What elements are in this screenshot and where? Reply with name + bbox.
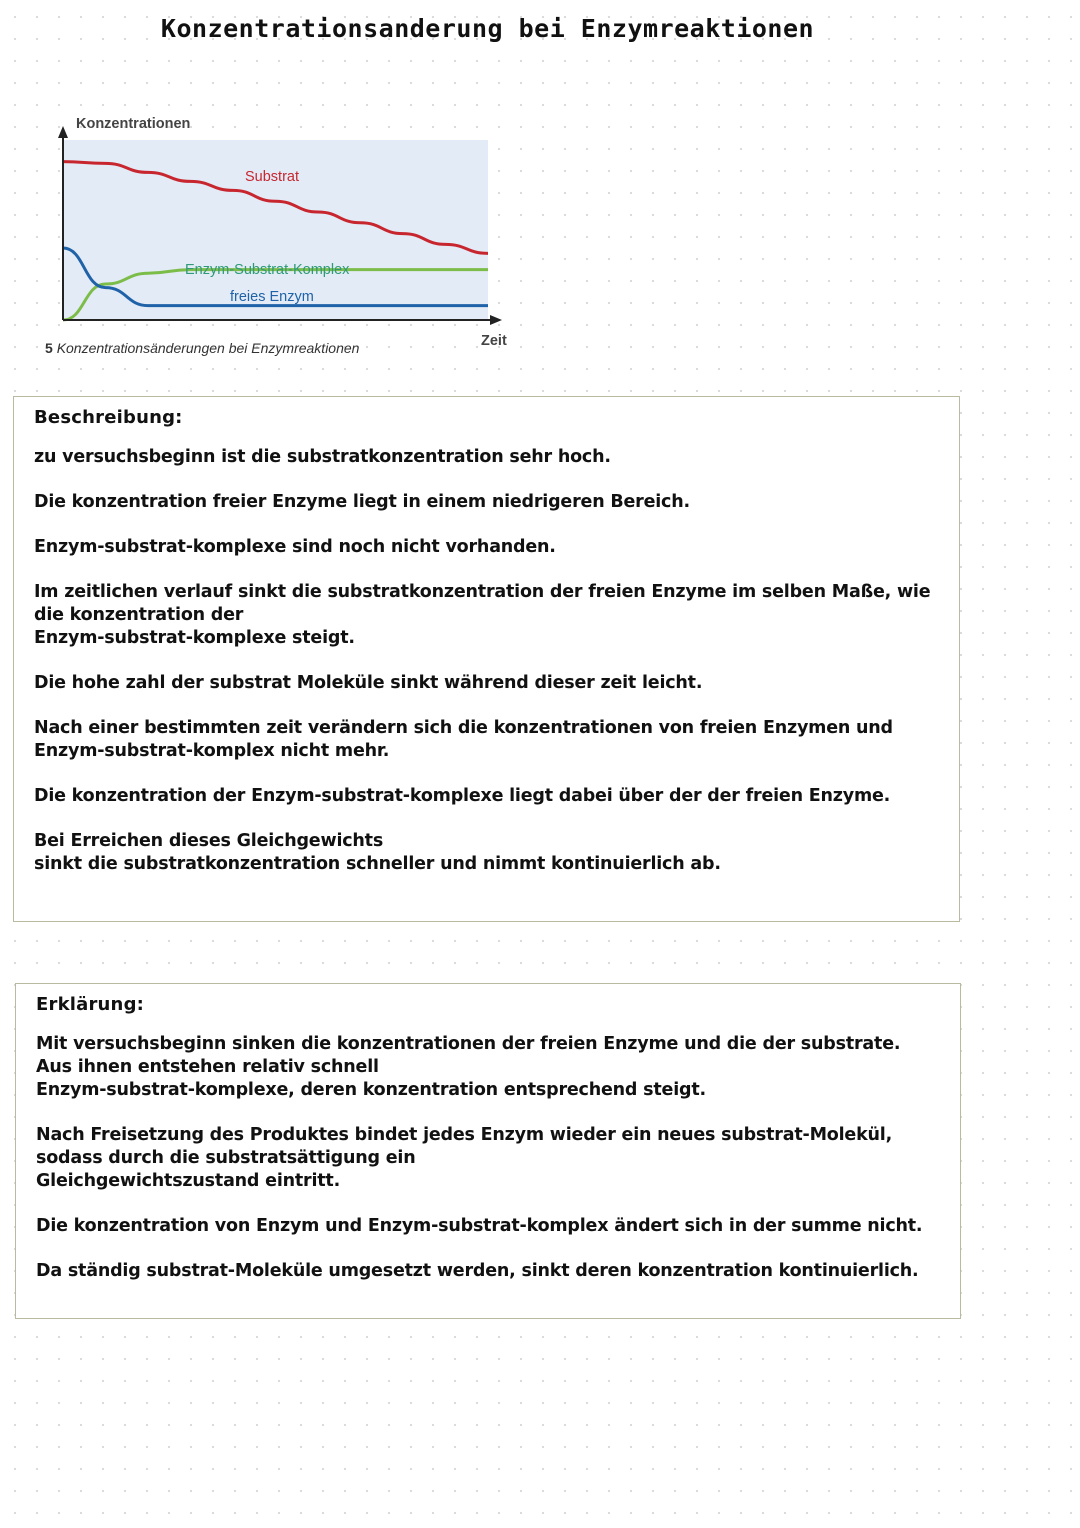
- beschreibung-paragraph: Die konzentration freier Enzyme liegt in einem niedrigeren Bereich.: [34, 492, 690, 512]
- beschreibung-box: [13, 396, 960, 922]
- beschreibung-heading: Beschreibung:: [34, 407, 183, 428]
- beschreibung-paragraph: Im zeitlichen verlauf sinkt die substratkonzentration der freien Enzyme im selben Maße, wie die konzentration der Enzym-substrat-komplexe steigt.: [34, 582, 931, 648]
- figure-caption: [45, 340, 359, 356]
- erklaerung-paragraph: Nach Freisetzung des Produktes bindet jedes Enzym wieder ein neues substrat-Molekül, sodass durch die substratsättigung ein Gleichgewichtszustand eintritt.: [36, 1125, 893, 1191]
- erklaerung-paragraph: Die konzentration von Enzym und Enzym-substrat-komplex ändert sich in der summe nicht.: [36, 1216, 923, 1236]
- y-axis-label: Konzentrationen: [76, 116, 191, 132]
- figure-number: 5: [45, 340, 53, 356]
- chart-svg: [40, 108, 520, 348]
- erklaerung-paragraph: Da ständig substrat-Moleküle umgesetzt werden, sinkt deren konzentration kontinuierlich.: [36, 1261, 919, 1281]
- figure-caption-text: Konzentrationsänderungen bei Enzymreaktionen: [56, 340, 360, 356]
- beschreibung-paragraph: Nach einer bestimmten zeit verändern sich die konzentrationen von freien Enzymen und Enzym-substrat-komplex nicht mehr.: [34, 718, 893, 761]
- erklaerung-heading: Erklärung:: [36, 994, 145, 1015]
- series-label-enzym-substrat-komplex: Enzym-Substrat-Komplex: [185, 262, 350, 278]
- page-title: Konzentrationsanderung bei Enzymreaktionen: [160, 14, 815, 43]
- x-axis-label: Zeit: [481, 333, 507, 349]
- series-label-freies-enzym: freies Enzym: [230, 289, 314, 305]
- beschreibung-paragraph: Die konzentration der Enzym-substrat-komplexe liegt dabei über der der freien Enzyme.: [34, 786, 891, 806]
- x-axis-arrow: [490, 315, 502, 325]
- erklaerung-box: [15, 983, 961, 1319]
- beschreibung-paragraph: Bei Erreichen dieses Gleichgewichts sinkt die substratkonzentration schneller und nimmt kontinuierlich ab.: [34, 831, 721, 874]
- beschreibung-paragraph: Enzym-substrat-komplexe sind noch nicht vorhanden.: [34, 537, 556, 557]
- beschreibung-paragraph: zu versuchsbeginn ist die substratkonzentration sehr hoch.: [34, 447, 611, 467]
- series-label-substrat: Substrat: [245, 169, 299, 185]
- erklaerung-paragraph: Mit versuchsbeginn sinken die konzentrationen der freien Enzyme und die der substrate. Aus ihnen entstehen relativ schnell Enzym-substrat-komplexe, deren konzentration entsprechend steigt.: [36, 1034, 901, 1100]
- y-axis-arrow: [58, 126, 68, 138]
- beschreibung-paragraph: Die hohe zahl der substrat Moleküle sinkt während dieser zeit leicht.: [34, 673, 703, 693]
- concentration-chart: [40, 108, 520, 368]
